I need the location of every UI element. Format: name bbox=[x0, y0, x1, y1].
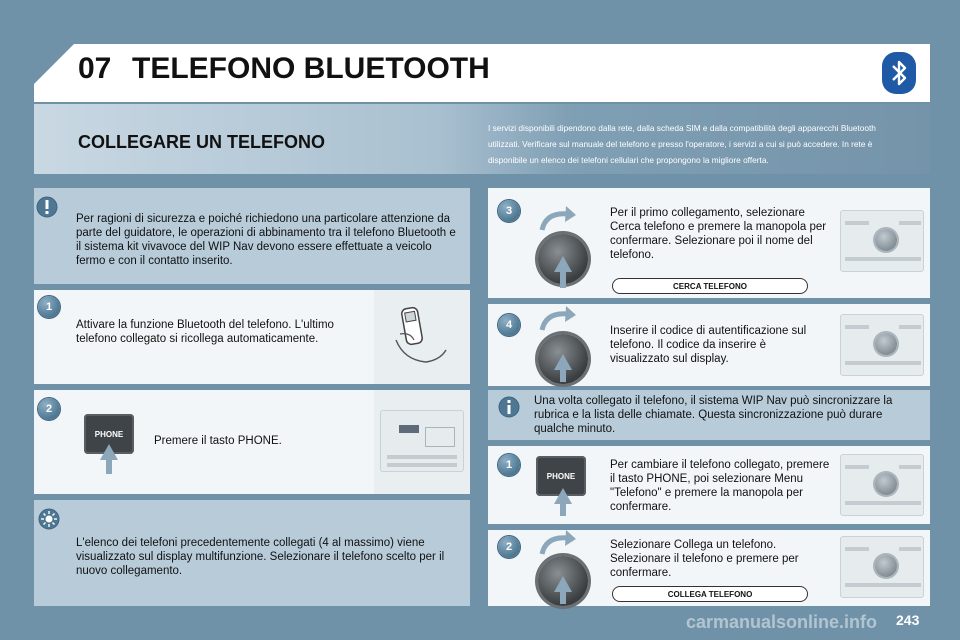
watermark: carmanualsonline.info bbox=[686, 612, 878, 632]
sun-tip-icon bbox=[38, 508, 60, 530]
page-number: 243 bbox=[896, 612, 920, 628]
cerca-telefono-menu-item[interactable]: CERCA TELEFONO bbox=[612, 278, 808, 294]
step-number-badge: 1 bbox=[38, 296, 60, 318]
stepB2-text: Selezionare Collega un telefono. Selezionare il telefono e premere per confermare. bbox=[610, 539, 799, 579]
radio-knob bbox=[875, 555, 897, 577]
step-number-badge: 4 bbox=[498, 314, 520, 336]
step2-text: Premere il tasto PHONE. bbox=[154, 435, 282, 447]
step4-text: Inserire il codice di autentificazione sul telefono. Il codice da inserire è visualizzato sul display. bbox=[610, 325, 807, 365]
step-number-badge: 1 bbox=[498, 454, 520, 476]
step-number-badge: 3 bbox=[498, 200, 520, 222]
chapter-number: 07 bbox=[78, 52, 112, 85]
arrow-stem bbox=[106, 458, 112, 474]
step-number-badge: 2 bbox=[498, 536, 520, 558]
phone-key-button[interactable]: PHONE bbox=[84, 414, 134, 454]
step1-text: Attivare la funzione Bluetooth del telefono. L'ultimo telefono collegato si ricollega automaticamente. bbox=[76, 319, 334, 345]
step3-text: Per il primo collegamento, selezionare Cerca telefono e premere la manopola per confermare. Selezionare poi il nome del telefono. bbox=[610, 207, 827, 261]
arrow-stem bbox=[560, 502, 566, 516]
tip-text: L'elenco dei telefoni precedentemente collegati (4 al massimo) viene visualizzato sul display multifunzione. Selezionare il telefono scelto per il nuovo collegamento. bbox=[76, 537, 445, 577]
rotate-arrow-icon bbox=[538, 528, 578, 558]
phone-key-button[interactable]: PHONE bbox=[536, 456, 586, 496]
bluetooth-icon bbox=[882, 52, 916, 94]
rotate-arrow-icon bbox=[538, 204, 578, 234]
warning-icon bbox=[36, 196, 58, 218]
page-title: TELEFONO BLUETOOTH bbox=[132, 52, 490, 85]
warning-text: Per ragioni di sicurezza e poiché richiedono una particolare attenzione da parte del guidatore, le operazioni di abbinamento tra il telefono Bluetooth e il sistema kit vivavoce del WIP Nav devono essere effettuate a veicolo fermo e con il contatto inserito. bbox=[76, 213, 456, 267]
info-icon bbox=[498, 396, 520, 418]
radio-knob bbox=[875, 229, 897, 251]
phone-image bbox=[374, 290, 470, 384]
section-title: COLLEGARE UN TELEFONO bbox=[78, 132, 325, 152]
radio-unit bbox=[840, 210, 924, 272]
step-number-badge: 2 bbox=[38, 398, 60, 420]
intro-text: I servizi disponibili dipendono dalla rete, dalla scheda SIM e dalla compatibilità degli apparecchi Bluetooth utilizzati. Verificare sul manuale del telefono e presso l'operatore, i servizi a cui si può accedere. In rete è disponibile un elenco dei telefoni cellulari che propongono la migliore offerta. bbox=[488, 123, 876, 165]
arrow-stem bbox=[560, 590, 566, 604]
collega-telefono-menu-item[interactable]: COLLEGA TELEFONO bbox=[612, 586, 808, 602]
radio-knob bbox=[875, 333, 897, 355]
press-arrow-icon bbox=[100, 444, 118, 460]
info-text: Una volta collegato il telefono, il sistema WIP Nav può sincronizzare la rubrica e la lista delle chiamate. Questa sincronizzazione può durare qualche minuto. bbox=[534, 395, 893, 435]
radio-unit bbox=[380, 410, 464, 472]
arrow-stem bbox=[560, 368, 566, 382]
arrow-stem bbox=[560, 270, 566, 288]
radio-unit bbox=[840, 536, 924, 598]
radio-unit bbox=[840, 454, 924, 516]
radio-image bbox=[374, 390, 470, 494]
rotate-arrow-icon bbox=[538, 304, 578, 334]
radio-unit bbox=[840, 314, 924, 376]
stepB1-text: Per cambiare il telefono collegato, premere il tasto PHONE, poi selezionare Menu "Telefono" e premere la manopola per confermare. bbox=[610, 459, 830, 513]
radio-knob bbox=[875, 473, 897, 495]
